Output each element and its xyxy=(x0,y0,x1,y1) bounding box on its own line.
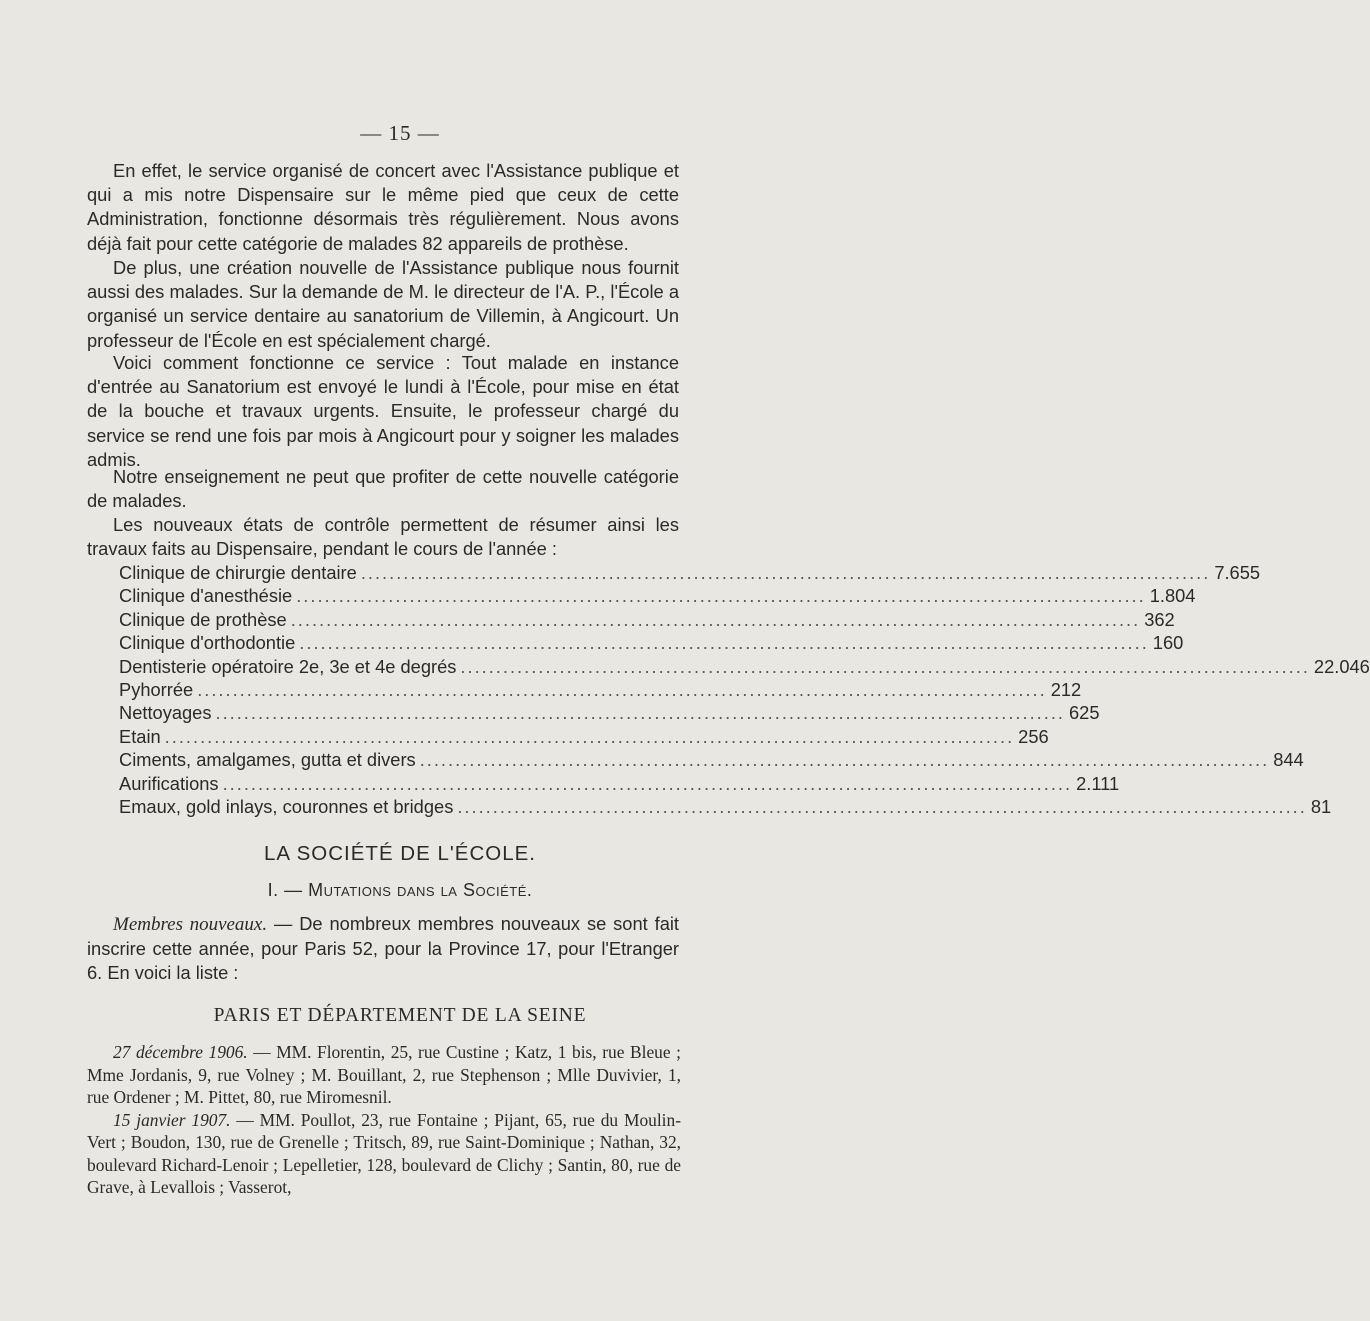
stat-label: Nettoyages xyxy=(119,702,212,724)
stat-row xyxy=(119,678,1082,701)
paragraph-teaching xyxy=(87,465,679,513)
stat-row xyxy=(119,631,1184,654)
stat-row xyxy=(119,655,1370,678)
leader-dots: ........................................................................................................................ xyxy=(460,655,1310,677)
paragraph-dispensary xyxy=(87,159,679,256)
subsection-title xyxy=(0,880,800,901)
paragraph-text: En effet, le service organisé de concert avec l'Assistance publique et qui a mis notre Dispensaire sur le même pied que ceux de cette Administration, fonctionne désormais très régulièrement. Nous avons déjà fait pour cette catégorie de malades 82 appareils de prothèse. xyxy=(87,160,679,254)
stat-label: Aurifications xyxy=(119,772,219,794)
stat-label: Dentisterie opératoire 2e, 3e et 4e degrés xyxy=(119,655,457,677)
leader-dots: ........................................................................................................................ xyxy=(419,749,1270,771)
members-intro xyxy=(87,912,679,985)
paragraph-text: Les nouveaux états de contrôle permettent de résumer ainsi les travaux faits au Dispensaire, pendant le cours de l'année : xyxy=(87,514,679,560)
members-text: — De nombreux membres nouveaux se sont fait inscrire cette année, pour Paris 52, pour la Province 17, pour l'Etranger 6. En voici la liste : xyxy=(87,913,680,983)
paragraph-text: Notre enseignement ne peut que profiter de cette nouvelle catégorie de malades. xyxy=(87,466,679,512)
stat-value: 625 xyxy=(1068,702,1100,724)
paragraph-control-states xyxy=(87,513,679,561)
entry-date: 27 décembre 1906. xyxy=(113,1042,248,1062)
stat-value: 1.804 xyxy=(1149,585,1196,607)
stat-label: Emaux, gold inlays, couronnes et bridges xyxy=(119,795,454,817)
entry-text: — MM. Poullot, 23, rue Fontaine ; Pijant, 65, rue du Moulin-Vert ; Boudon, 130, rue de Grenelle ; Tritsch, 89, rue Saint-Dominique ; Nathan, 32, boulevard Richard-Lenoir ; Lepelletier, 128, boulevard de Clichy ; Santin, 80, rue de Grave, à Levallois ; Vasserot, xyxy=(87,1109,681,1197)
stat-label: Clinique d'orthodontie xyxy=(119,632,296,654)
stat-value: 844 xyxy=(1273,749,1304,771)
stat-label: Ciments, amalgames, gutta et divers xyxy=(119,749,416,771)
paragraph-service-operation xyxy=(87,351,679,472)
stat-row xyxy=(119,701,1100,724)
entry-paragraph xyxy=(87,1109,681,1199)
paragraph-text: Voici comment fonctionne ce service : Tout malade en instance d'entrée au Sanatorium est envoyé le lundi à l'École, pour mise en état de la bouche et travaux urgents. Ensuite, le professeur chargé du service se rend une fois par mois à Angicourt pour y soigner les malades admis. xyxy=(87,352,679,470)
leader-dots: ........................................................................................................................ xyxy=(164,725,1015,747)
entry-date: 15 janvier 1907. xyxy=(113,1109,231,1130)
stat-value: 7.655 xyxy=(1214,562,1261,583)
stat-row xyxy=(119,608,1175,631)
paragraph-text: De plus, une création nouvelle de l'Assistance publique nous fournit aussi des malades. Sur la demande de M. le directeur de l'A. P., l'École a organisé un service dentaire au sanatorium de Villemin, à Angicourt. Un professeur de l'École en est spécialement chargé. xyxy=(87,257,679,351)
stat-value: 22.046 xyxy=(1313,655,1370,677)
stat-value: 2.111 xyxy=(1076,772,1120,794)
stat-value: 362 xyxy=(1144,608,1175,630)
subsection-number: I. — xyxy=(267,880,303,900)
region-heading: PARIS ET DÉPARTEMENT DE LA SEINE xyxy=(213,1005,587,1026)
stat-value: 212 xyxy=(1050,678,1082,700)
stat-label: Clinique de prothèse xyxy=(119,608,287,630)
leader-dots: ........................................................................................................................ xyxy=(299,632,1149,654)
stat-value: 160 xyxy=(1152,632,1184,654)
stat-label: Clinique de chirurgie dentaire xyxy=(119,562,357,583)
leader-dots: ........................................................................................................................ xyxy=(360,562,1211,583)
leader-dots: ........................................................................................................................ xyxy=(222,772,1073,794)
stat-row xyxy=(119,725,1049,748)
paragraph-sanatorium xyxy=(87,256,679,353)
entry-paragraph xyxy=(87,1041,681,1109)
stat-row xyxy=(119,772,1120,795)
leader-dots: ........................................................................................................................ xyxy=(296,585,1146,607)
section-title: LA SOCIÉTÉ DE L'ÉCOLE. xyxy=(263,842,536,865)
stat-row xyxy=(119,561,1261,584)
member-entries xyxy=(87,1041,681,1199)
stat-value: 81 xyxy=(1310,795,1332,817)
page-number: — 15 — xyxy=(360,121,440,145)
leader-dots: ........................................................................................................................ xyxy=(290,608,1141,630)
leader-dots: ........................................................................................................................ xyxy=(215,702,1065,724)
stat-label: Etain xyxy=(119,725,161,747)
stat-row xyxy=(119,584,1196,607)
stat-value: 256 xyxy=(1018,725,1049,747)
stat-row xyxy=(119,795,1332,818)
leader-dots: ........................................................................................................................ xyxy=(457,795,1307,817)
subsection-label: Mutations dans la Société. xyxy=(308,880,533,900)
stat-label: Clinique d'anesthésie xyxy=(119,585,293,607)
leader-dots: ........................................................................................................................ xyxy=(197,678,1047,700)
statistics-table xyxy=(119,561,1370,818)
stat-label: Pyhorrée xyxy=(119,678,194,700)
stat-row xyxy=(119,748,1304,771)
entry-text: — MM. Florentin, 25, rue Custine ; Katz, 1 bis, rue Bleue ; Mme Jordanis, 9, rue Volney ; M. Bouillant, 2, rue Stephenson ; Mlle Duvivier, 1, rue Ordener ; M. Pittet, 80, rue Miromesnil. xyxy=(87,1042,681,1107)
members-lead: Membres nouveaux. xyxy=(113,914,268,935)
